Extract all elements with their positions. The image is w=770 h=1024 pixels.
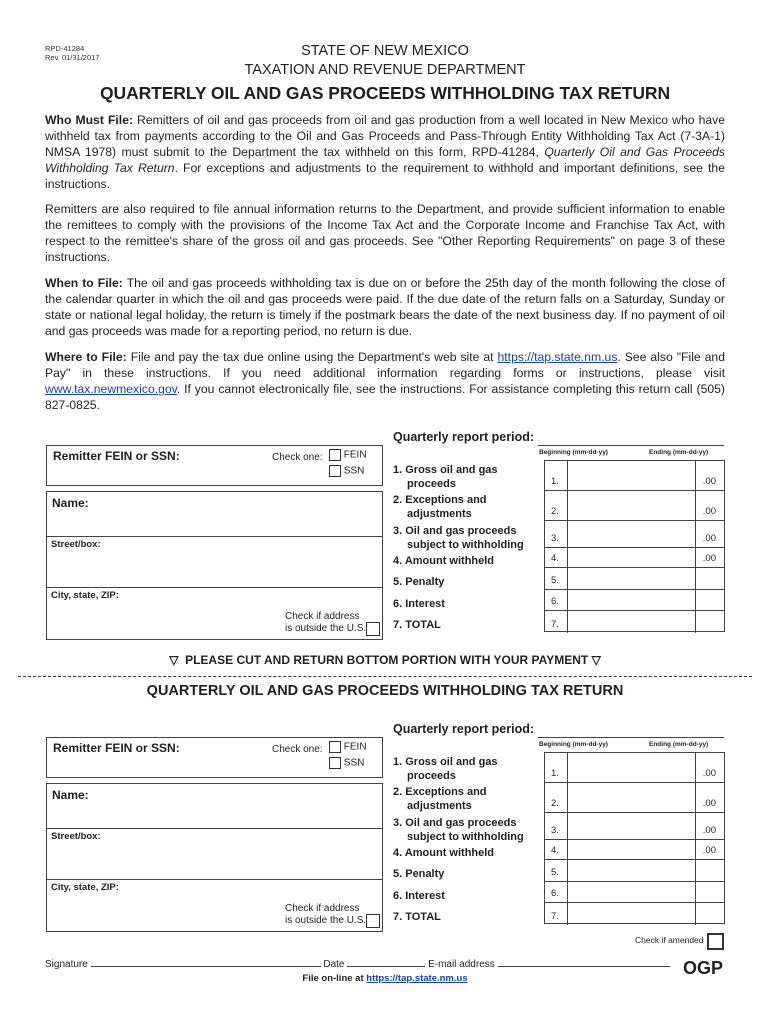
amounts-table (544, 460, 725, 632)
name-field[interactable] (47, 492, 382, 537)
where-to-file-text: File and pay the tax due online using the Department's web site at (126, 350, 498, 364)
ssn-option[interactable] (329, 757, 364, 769)
outside-us-label (285, 611, 366, 635)
line-item-label (393, 785, 487, 813)
where-to-file-text-3: . If you cannot electronically file, see the instructions. For assistance completing this return call (505) 827-0825. (45, 382, 725, 412)
period-line[interactable] (538, 737, 724, 738)
row-number: 2. (551, 506, 559, 517)
outside-us-label (285, 903, 366, 927)
line-item-label-line-2: subject to withholding (407, 831, 524, 843)
when-to-file-paragraph (45, 275, 725, 339)
line-item-label (393, 493, 487, 521)
amount-cents-field[interactable] (696, 882, 724, 902)
amount-row (545, 840, 724, 860)
row-number: 4. (551, 553, 559, 564)
fein-label: FEIN (343, 741, 367, 753)
cents-label: .00 (702, 768, 716, 779)
check-one-label: Check one: (272, 744, 323, 755)
cents-label: .00 (702, 506, 716, 517)
street-label: Street/box: (51, 831, 101, 842)
fein-checkbox[interactable] (329, 449, 341, 461)
city-label: City, state, ZIP: (51, 882, 119, 893)
cut-dashed-line (18, 676, 752, 677)
outside-us-line-2: is outside the U.S. (285, 623, 367, 634)
amount-cents-field[interactable] (696, 590, 724, 610)
line-item-label (393, 597, 445, 611)
cut-text: PLEASE CUT AND RETURN BOTTOM PORTION WITH YOUR PAYMENT (185, 653, 589, 667)
amount-dollars-field[interactable] (568, 568, 695, 589)
line-item-label-line-1: 7. TOTAL (393, 619, 441, 631)
cents-label: .00 (702, 845, 716, 856)
amount-dollars-field[interactable] (568, 840, 695, 859)
remitter-id-box[interactable] (46, 737, 383, 778)
remitter-label: Remitter FEIN or SSN: (53, 741, 180, 755)
row-number: 1. (551, 768, 559, 779)
amount-row (545, 548, 724, 568)
beginning-date-label: Beginning (mm-dd-yy) (539, 449, 608, 456)
date-label: Date (323, 959, 345, 970)
amount-dollars-field[interactable] (568, 783, 695, 812)
quarterly-period-label: Quarterly report period: (393, 722, 534, 736)
amount-dollars-field[interactable] (568, 860, 695, 881)
date-field[interactable] (347, 956, 425, 967)
outside-us-line-1: Check if address (285, 611, 360, 622)
ssn-checkbox[interactable] (329, 465, 341, 477)
line-item-label (393, 846, 494, 860)
down-triangle-icon: ▽ (591, 653, 601, 667)
ssn-option[interactable] (329, 465, 364, 477)
line-item-label-line-1: 5. Penalty (393, 868, 445, 880)
form-title: QUARTERLY OIL AND GAS PROCEEDS WITHHOLDING TAX RETURN (100, 83, 670, 103)
line-item-label (393, 816, 524, 844)
remitter-label: Remitter FEIN or SSN: (53, 449, 180, 463)
line-item-label (393, 463, 498, 491)
amount-dollars-field[interactable] (568, 521, 695, 547)
amount-dollars-field[interactable] (568, 548, 695, 567)
name-label: Name: (52, 496, 89, 510)
amount-row (545, 813, 724, 840)
where-to-file-text-2: . See also "File and Pay" in these instructions. If you need additional information regarding forms or instructions, please visit (45, 350, 725, 380)
amount-dollars-field[interactable] (568, 882, 695, 902)
email-label: E-mail address (428, 959, 495, 970)
line-item-label-line-1: 4. Amount withheld (393, 555, 495, 567)
line-item-label-line-1: 1. Gross oil and gas (393, 464, 498, 476)
amount-row (545, 611, 724, 633)
where-to-file-paragraph (45, 349, 725, 413)
amount-dollars-field[interactable] (568, 611, 695, 633)
form-revision: Rev. 01/31/2017 (45, 53, 100, 62)
address-box (46, 491, 383, 640)
beginning-date-label: Beginning (mm-dd-yy) (539, 741, 608, 748)
amended-label: Check if amended (635, 935, 704, 945)
outside-us-checkbox[interactable] (366, 622, 380, 636)
row-number: 6. (551, 596, 559, 607)
period-line[interactable] (538, 445, 724, 446)
street-field[interactable] (47, 828, 382, 880)
amount-row (545, 461, 724, 491)
ending-date-label: Ending (mm-dd-yy) (649, 741, 709, 748)
ending-date-label: Ending (mm-dd-yy) (649, 449, 709, 456)
amount-cents-field[interactable] (696, 611, 724, 633)
outside-us-line-1: Check if address (285, 903, 360, 914)
state-name: STATE OF NEW MEXICO (301, 43, 469, 59)
amended-checkbox[interactable] (707, 933, 724, 950)
amounts-table (544, 752, 725, 924)
remitters-paragraph: Remitters are also required to file annual information returns to the Department, and provide sufficient information to enable the remittees to comply with the provisions of the Income Tax Act and the Corporate Income and Franchise Tax Act, with respect to the remittee's share of the gross oil and gas proceeds. See "Other Reporting Requirements" on page 3 of these instructions. (45, 202, 725, 264)
signature-label: Signature (45, 959, 88, 970)
line-item-label-line-2: subject to withholding (407, 539, 524, 551)
line-item-label-line-2: proceeds (407, 770, 456, 782)
form-code: OGP (683, 958, 724, 978)
amount-dollars-field[interactable] (568, 813, 695, 839)
line-item-label (393, 554, 494, 568)
amount-row (545, 568, 724, 590)
who-must-file-text: Remitters of oil and gas proceeds from oil and gas production from a well located in New Mexico who have withheld tax from payments according to the Oil and Gas Proceeds and Pass-Through Entity Withholding Tax Act (7-3A-1) NMSA 1978) must submit to the Department the tax withheld on this form, RPD-41284, (45, 113, 725, 159)
when-to-file-label: When to File: (45, 276, 123, 290)
row-number: 4. (551, 845, 559, 856)
ssn-checkbox[interactable] (329, 757, 341, 769)
name-label: Name: (52, 788, 89, 802)
line-item-label (393, 867, 444, 881)
who-must-file-label: Who Must File: (45, 113, 133, 127)
cents-label: .00 (702, 798, 716, 809)
city-label: City, state, ZIP: (51, 590, 119, 601)
outside-us-checkbox[interactable] (366, 914, 380, 928)
row-number: 2. (551, 798, 559, 809)
tax-website-link[interactable]: www.tax.newmexico.gov (45, 382, 177, 396)
street-label: Street/box: (51, 539, 101, 550)
tap-link[interactable]: https://tap.state.nm.us (497, 350, 618, 364)
line-item-label (393, 910, 441, 924)
amount-row (545, 860, 724, 882)
cut-instruction (0, 653, 770, 667)
file-online-note (0, 973, 770, 984)
amount-dollars-field[interactable] (568, 461, 695, 490)
line-item-label-line-1: 3. Oil and gas proceeds (393, 817, 517, 829)
form-title-bottom: QUARTERLY OIL AND GAS PROCEEDS WITHHOLDING TAX RETURN (146, 683, 624, 699)
ssn-label: SSN (343, 465, 365, 477)
amount-dollars-field[interactable] (568, 753, 695, 782)
amount-dollars-field[interactable] (568, 491, 695, 520)
line-item-label (393, 889, 445, 903)
amount-row (545, 590, 724, 611)
amount-row (545, 903, 724, 925)
file-online-label: File on-line at (302, 973, 367, 984)
line-item-label-line-1: 5. Penalty (393, 576, 445, 588)
cents-label: .00 (702, 533, 716, 544)
line-item-label (393, 618, 441, 632)
line-item-label-line-1: 2. Exceptions and (393, 786, 487, 798)
form-number: RPD-41284 (45, 44, 85, 53)
cents-label: .00 (702, 553, 716, 564)
fein-checkbox[interactable] (329, 741, 341, 753)
line-item-label-line-2: proceeds (407, 478, 456, 490)
row-number: 7. (551, 619, 559, 630)
file-online-link[interactable]: https://tap.state.nm.us (366, 973, 468, 984)
amount-row (545, 521, 724, 548)
amount-row (545, 783, 724, 813)
line-item-label-line-1: 2. Exceptions and (393, 494, 487, 506)
line-item-label (393, 524, 524, 552)
fein-option[interactable] (329, 741, 367, 753)
when-to-file-text: The oil and gas proceeds withholding tax is due on or before the 25th day of the month following the close of the calendar quarter in which the oil and gas proceeds were paid. If the due date of the return falls on a Saturday, Sunday or state or national legal holiday, the return is timely if the postmark bears the date of the next business day. If no payment of oil and gas proceeds was made for a reporting period, no return is due. (45, 276, 725, 338)
ssn-label: SSN (343, 757, 365, 769)
amount-cents-field[interactable] (696, 903, 724, 925)
where-to-file-label: Where to File: (45, 350, 127, 364)
row-number: 3. (551, 825, 559, 836)
down-triangle-icon: ▽ (169, 653, 179, 667)
line-item-label-line-1: 3. Oil and gas proceeds (393, 525, 517, 537)
line-item-label (393, 575, 444, 589)
line-item-label-line-2: adjustments (407, 508, 472, 520)
city-field[interactable] (47, 587, 382, 639)
return-form-bottom (0, 717, 770, 932)
fein-label: FEIN (343, 449, 367, 461)
who-must-file-text-2: . For exceptions and adjustments to the requirement to withhold and important definitions, see the instructions. (45, 161, 725, 191)
check-one-label: Check one: (272, 452, 323, 463)
name-field[interactable] (47, 784, 382, 829)
signature-field[interactable] (91, 956, 321, 967)
quarterly-period-label: Quarterly report period: (393, 430, 534, 444)
remitter-id-box[interactable] (46, 445, 383, 486)
address-box (46, 783, 383, 932)
line-item-label-line-1: 7. TOTAL (393, 911, 441, 923)
return-form-top (0, 425, 770, 640)
fein-option[interactable] (329, 449, 367, 461)
row-number: 1. (551, 476, 559, 487)
line-item-label-line-1: 6. Interest (393, 598, 445, 610)
row-number: 7. (551, 911, 559, 922)
line-item-label-line-1: 4. Amount withheld (393, 847, 495, 859)
amount-dollars-field[interactable] (568, 590, 695, 610)
amount-row (545, 753, 724, 783)
cents-label: .00 (702, 476, 716, 487)
row-number: 3. (551, 533, 559, 544)
department-name: TAXATION AND REVENUE DEPARTMENT (244, 62, 526, 78)
amount-dollars-field[interactable] (568, 903, 695, 925)
amount-cents-field[interactable] (696, 568, 724, 589)
line-item-label-line-2: adjustments (407, 800, 472, 812)
signature-row (45, 956, 670, 970)
form-name-italic: Quarterly Oil and Gas Proceeds Withholding Tax Return (45, 145, 725, 175)
row-number: 5. (551, 575, 559, 586)
who-must-file-paragraph (45, 112, 725, 192)
line-item-label-line-1: 1. Gross oil and gas (393, 756, 498, 768)
amount-row (545, 491, 724, 521)
line-item-label (393, 755, 498, 783)
email-field[interactable] (498, 956, 670, 967)
row-number: 6. (551, 888, 559, 899)
outside-us-line-2: is outside the U.S. (285, 915, 367, 926)
amount-row (545, 882, 724, 903)
city-field[interactable] (47, 879, 382, 931)
street-field[interactable] (47, 536, 382, 588)
amount-cents-field[interactable] (696, 860, 724, 881)
row-number: 5. (551, 867, 559, 878)
cents-label: .00 (702, 825, 716, 836)
line-item-label-line-1: 6. Interest (393, 890, 445, 902)
